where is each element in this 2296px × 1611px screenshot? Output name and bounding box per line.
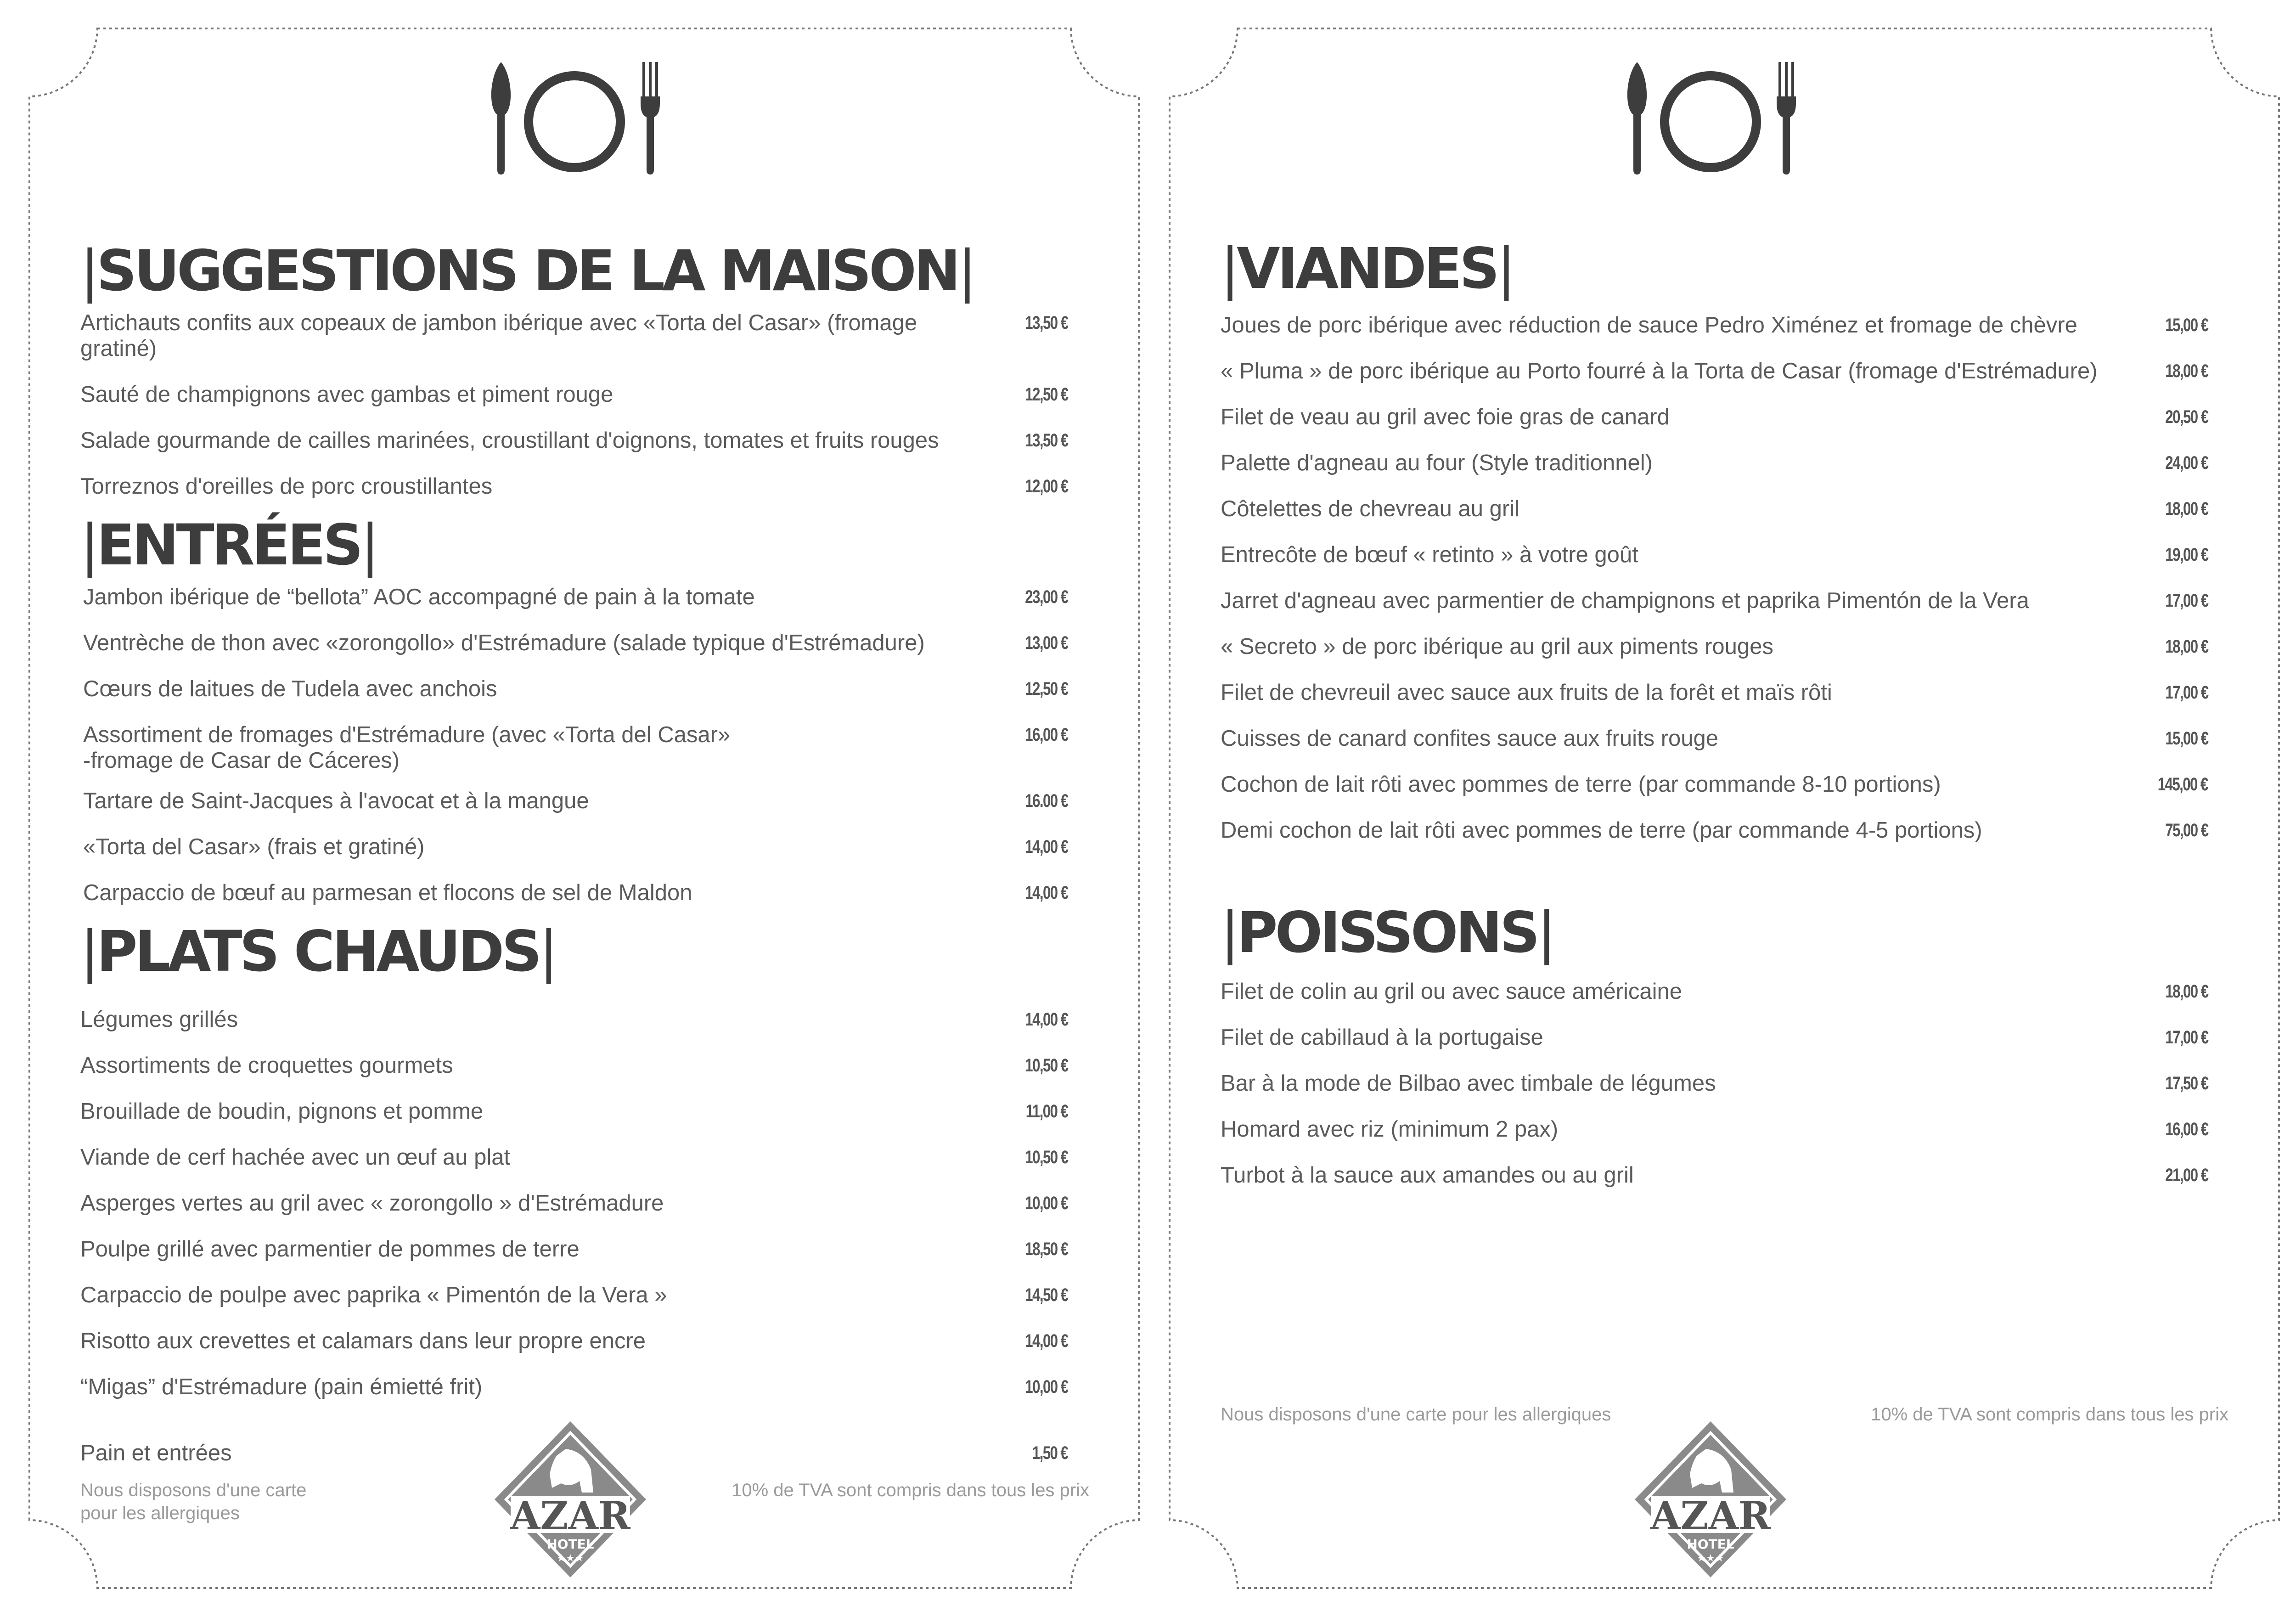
dish-price: 145,00 € bbox=[2158, 774, 2208, 794]
menu-item bbox=[80, 473, 1068, 499]
dish-price: 14,00 € bbox=[1024, 1331, 1068, 1351]
dish-name: Joues de porc ibérique avec réduction de sauce Pedro Ximénez et fromage de chèvre bbox=[1221, 313, 2077, 338]
dish-price: 24,00 € bbox=[2165, 453, 2208, 473]
menu-item bbox=[80, 1236, 1068, 1262]
dish-price: 75,00 € bbox=[2165, 820, 2208, 840]
dish-name: Risotto aux crevettes et calamars dans leur propre encre bbox=[80, 1329, 646, 1353]
menu-item bbox=[83, 676, 1068, 702]
menu-item bbox=[1221, 817, 2208, 843]
dish-price: 18,00 € bbox=[2165, 981, 2208, 1002]
menu-item bbox=[1221, 1162, 2208, 1188]
menu-item bbox=[80, 1098, 1068, 1124]
dish-price: 12,50 € bbox=[1024, 384, 1068, 405]
menu-item bbox=[80, 1053, 1068, 1078]
poissons-list bbox=[1221, 979, 2208, 1188]
menu-page-right bbox=[1169, 28, 2280, 1589]
menu-item bbox=[1221, 634, 2208, 659]
menu-item bbox=[83, 834, 1068, 860]
menu-item bbox=[83, 722, 1068, 773]
menu-item bbox=[80, 1328, 1068, 1354]
dish-name: Palette d'agneau au four (Style traditionnel) bbox=[1221, 451, 1653, 475]
dish-name: Pain et entrées bbox=[80, 1441, 232, 1465]
allergy-note: Nous disposons d'une carte pour les allergiques bbox=[1221, 1404, 1611, 1425]
dish-price: 13,50 € bbox=[1024, 430, 1068, 451]
dish-name: Jambon ibérique de “bellota” AOC accompagné de pain à la tomate bbox=[83, 585, 755, 609]
dish-price: 18,50 € bbox=[1024, 1239, 1068, 1259]
dish-price: 10,00 € bbox=[1024, 1377, 1068, 1397]
dish-name: Cœurs de laitues de Tudela avec anchois bbox=[83, 676, 497, 701]
menu-item bbox=[80, 1007, 1068, 1032]
dish-name: Cuisses de canard confites sauce aux fruits rouge bbox=[1221, 726, 1719, 751]
menu-item bbox=[83, 630, 1068, 656]
logo-brand-text: AZAR bbox=[510, 1493, 630, 1538]
dish-price: 23,00 € bbox=[1024, 587, 1068, 607]
dish-name: Carpaccio de poulpe avec paprika « Pimentón de la Vera » bbox=[80, 1283, 667, 1307]
menu-item bbox=[80, 382, 1068, 407]
dish-name: Filet de chevreuil avec sauce aux fruits de la forêt et maïs rôti bbox=[1221, 680, 1832, 705]
dish-price: 14,00 € bbox=[1024, 1009, 1068, 1030]
section-title-viandes: |VIANDES| bbox=[1221, 236, 1514, 301]
dish-name: Sauté de champignons avec gambas et piment rouge bbox=[80, 382, 613, 407]
dish-price: 17,00 € bbox=[2165, 682, 2208, 703]
dish-name: Légumes grillés bbox=[80, 1007, 238, 1032]
plats-chauds-list bbox=[80, 1007, 1068, 1466]
section-title-plats-chauds: |PLATS CHAUDS| bbox=[80, 919, 556, 984]
dish-name: Entrecôte de bœuf « retinto » à votre goût bbox=[1221, 542, 1638, 567]
dish-name: Homard avec riz (minimum 2 pax) bbox=[1221, 1117, 1559, 1142]
section-title-poissons: |POISSONS| bbox=[1221, 900, 1553, 965]
menu-item bbox=[80, 1190, 1068, 1216]
dish-price: 10,00 € bbox=[1024, 1193, 1068, 1213]
dish-price: 13,50 € bbox=[1024, 313, 1068, 333]
dish-price: 15,00 € bbox=[2165, 315, 2208, 335]
hotel-azar-logo bbox=[1632, 1419, 1789, 1580]
menu-item bbox=[1221, 726, 2208, 751]
menu-item bbox=[1221, 542, 2208, 568]
menu-item bbox=[1221, 404, 2208, 430]
dish-price: 12,00 € bbox=[1024, 476, 1068, 496]
dish-name: Bar à la mode de Bilbao avec timbale de légumes bbox=[1221, 1071, 1716, 1096]
logo-subtitle-text: HOTEL bbox=[1687, 1537, 1734, 1552]
menu-item bbox=[80, 310, 1068, 361]
dish-price: 18,00 € bbox=[2165, 637, 2208, 657]
menu-item bbox=[80, 1374, 1068, 1400]
dish-price: 17,00 € bbox=[2165, 591, 2208, 611]
dish-price: 10,50 € bbox=[1024, 1055, 1068, 1076]
menu-page-left bbox=[28, 28, 1140, 1589]
dish-price: 14,00 € bbox=[1024, 883, 1068, 903]
vat-note: 10% de TVA sont compris dans tous les prix bbox=[1871, 1404, 2228, 1425]
menu-item bbox=[80, 1144, 1068, 1170]
dish-name: Ventrèche de thon avec «zorongollo» d'Estrémadure (salade typique d'Estrémadure) bbox=[83, 631, 925, 655]
allergy-note: Nous disposons d'une carte pour les allergiques bbox=[80, 1480, 307, 1523]
cutlery-plate-icon bbox=[1623, 57, 1798, 177]
menu-item bbox=[1221, 358, 2208, 384]
dish-price: 1,50 € bbox=[1032, 1443, 1068, 1463]
cutlery-plate-icon bbox=[487, 57, 662, 177]
dish-price: 16,00 € bbox=[2165, 1119, 2208, 1139]
dish-name: Torreznos d'oreilles de porc croustillantes bbox=[80, 474, 493, 499]
menu-item bbox=[1221, 496, 2208, 522]
dish-price: 13,00 € bbox=[1024, 633, 1068, 653]
dish-price: 19,00 € bbox=[2165, 545, 2208, 565]
dish-name: Filet de veau au gril avec foie gras de canard bbox=[1221, 405, 1670, 429]
dish-price: 11,00 € bbox=[1025, 1101, 1068, 1121]
dish-name: Carpaccio de bœuf au parmesan et flocons de sel de Maldon bbox=[83, 880, 692, 905]
dish-price: 18,00 € bbox=[2165, 499, 2208, 519]
dish-name: Demi cochon de lait rôti avec pommes de terre (par commande 4-5 portions) bbox=[1221, 818, 1982, 843]
menu-item bbox=[80, 428, 1068, 453]
dish-name: « Pluma » de porc ibérique au Porto fourré à la Torta de Casar (fromage d'Estrémadure) bbox=[1221, 359, 2098, 383]
dish-name: Artichauts confits aux copeaux de jambon ibérique avec «Torta del Casar» (fromage gratiné) bbox=[80, 310, 917, 361]
menu-item bbox=[1221, 1070, 2208, 1096]
dish-name: “Migas” d'Estrémadure (pain émietté frit) bbox=[80, 1374, 483, 1399]
dish-price: 17,00 € bbox=[2165, 1027, 2208, 1048]
dish-name: Tartare de Saint-Jacques à l'avocat et à la mangue bbox=[83, 789, 589, 813]
menu-item bbox=[1221, 312, 2208, 338]
menu-item bbox=[83, 584, 1068, 610]
menu-item bbox=[1221, 450, 2208, 476]
dish-price: 15,00 € bbox=[2165, 728, 2208, 749]
menu-item bbox=[1221, 979, 2208, 1004]
dish-name: «Torta del Casar» (frais et gratiné) bbox=[83, 834, 425, 859]
dish-name: Côtelettes de chevreau au gril bbox=[1221, 496, 1519, 521]
menu-item bbox=[80, 1282, 1068, 1308]
hotel-azar-logo bbox=[492, 1419, 648, 1580]
entrees-list bbox=[80, 584, 1068, 906]
dish-name: Asperges vertes au gril avec « zorongollo » d'Estrémadure bbox=[80, 1191, 664, 1216]
dish-name: Viande de cerf hachée avec un œuf au plat bbox=[80, 1145, 511, 1170]
menu-item bbox=[1221, 588, 2208, 614]
dish-price: 14,00 € bbox=[1024, 837, 1068, 857]
logo-stars: ★★★ bbox=[557, 1553, 584, 1564]
dish-price: 21,00 € bbox=[2165, 1165, 2208, 1185]
viandes-list bbox=[1221, 312, 2208, 843]
menu-item bbox=[83, 880, 1068, 906]
menu-item bbox=[1221, 1116, 2208, 1142]
vat-note: 10% de TVA sont compris dans tous les prix bbox=[732, 1480, 1089, 1500]
dish-price: 16,00 € bbox=[1024, 725, 1068, 745]
suggestions-list bbox=[80, 310, 1068, 499]
left-page-content bbox=[80, 239, 1068, 1466]
dish-name: Cochon de lait rôti avec pommes de terre (par commande 8-10 portions) bbox=[1221, 772, 1941, 797]
dish-price: 10,50 € bbox=[1024, 1147, 1068, 1167]
dish-name: Brouillade de boudin, pignons et pomme bbox=[80, 1099, 484, 1124]
dish-price: 18,00 € bbox=[2165, 361, 2208, 381]
dish-name: « Secreto » de porc ibérique au gril aux piments rouges bbox=[1221, 634, 1773, 659]
dish-price: 20,50 € bbox=[2165, 407, 2208, 427]
dish-name: Jarret d'agneau avec parmentier de champignons et paprika Pimentón de la Vera bbox=[1221, 588, 2029, 613]
dish-name: Filet de cabillaud à la portugaise bbox=[1221, 1025, 1543, 1050]
section-title-suggestions: |SUGGESTIONS DE LA MAISON| bbox=[80, 238, 974, 304]
dish-name: Poulpe grillé avec parmentier de pommes de terre bbox=[80, 1237, 580, 1262]
logo-brand-text: AZAR bbox=[1650, 1493, 1771, 1538]
menu-item bbox=[1221, 680, 2208, 705]
dish-price: 14,50 € bbox=[1024, 1285, 1068, 1305]
dish-price: 17,50 € bbox=[2165, 1073, 2208, 1093]
dish-name: Assortiment de fromages d'Estrémadure (avec «Torta del Casar» -fromage de Casar de Cáceres) bbox=[83, 722, 731, 773]
logo-stars: ★★★ bbox=[1697, 1553, 1724, 1564]
menu-item bbox=[1221, 1025, 2208, 1050]
dish-price: 12,50 € bbox=[1024, 679, 1068, 699]
menu-item bbox=[1221, 772, 2208, 797]
dish-name: Turbot à la sauce aux amandes ou au gril bbox=[1221, 1163, 1634, 1188]
right-page-content bbox=[1221, 237, 2208, 1188]
logo-subtitle-text: HOTEL bbox=[546, 1537, 594, 1552]
dish-price: 16.00 € bbox=[1024, 791, 1068, 811]
section-title-entrees: |ENTRÉES| bbox=[80, 513, 377, 578]
menu-item bbox=[83, 788, 1068, 814]
dish-name: Assortiments de croquettes gourmets bbox=[80, 1053, 453, 1078]
dish-name: Filet de colin au gril ou avec sauce américaine bbox=[1221, 979, 1683, 1004]
dish-name: Salade gourmande de cailles marinées, croustillant d'oignons, tomates et fruits rouges bbox=[80, 428, 939, 453]
